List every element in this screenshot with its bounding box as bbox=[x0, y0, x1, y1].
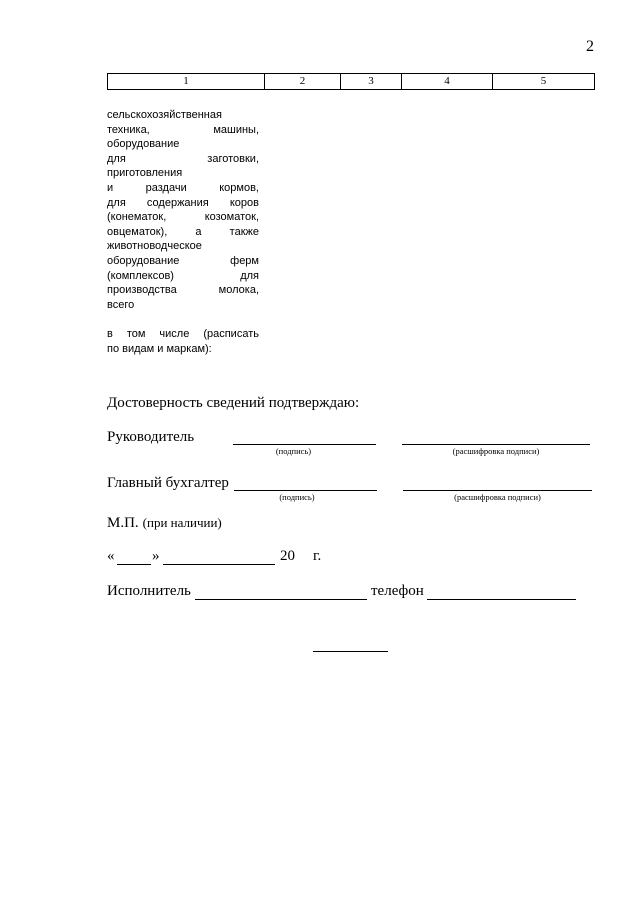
chief-accountant-label: Главный бухгалтер bbox=[107, 475, 229, 491]
date-day-line[interactable] bbox=[117, 564, 151, 565]
date-open-quote: « bbox=[107, 548, 115, 564]
desc-line: овцематок), а также bbox=[107, 225, 259, 238]
signature-caption: (подпись) bbox=[275, 446, 312, 456]
phone-line[interactable] bbox=[427, 599, 576, 600]
subtotal-line: в том числе (расписать bbox=[107, 328, 259, 341]
desc-line: для содержания коров bbox=[107, 196, 259, 209]
row-description bbox=[107, 108, 259, 357]
head-signature-line[interactable] bbox=[233, 444, 376, 445]
date-close-quote: » bbox=[152, 548, 160, 564]
col-header-4: 4 bbox=[402, 74, 493, 90]
phone-label: телефон bbox=[371, 583, 424, 599]
page-number: 2 bbox=[586, 38, 594, 55]
col-header-2: 2 bbox=[265, 74, 341, 90]
date-month-line[interactable] bbox=[163, 564, 275, 565]
desc-line: оборудование ферм bbox=[107, 254, 259, 267]
executor-line[interactable] bbox=[195, 599, 367, 600]
desc-line: для заготовки, bbox=[107, 152, 259, 165]
executor-label: Исполнитель bbox=[107, 583, 191, 599]
desc-line: (конематок, козоматок, bbox=[107, 211, 259, 224]
col-header-1: 1 bbox=[108, 74, 265, 90]
desc-line: приготовления bbox=[107, 167, 183, 180]
desc-line: производства молока, bbox=[107, 284, 259, 297]
date-year-suffix: г. bbox=[313, 548, 322, 564]
desc-line: оборудование bbox=[107, 138, 180, 151]
seal-label: М.П. bbox=[107, 515, 139, 531]
head-label: Руководитель bbox=[107, 429, 195, 445]
end-separator-line bbox=[313, 651, 388, 652]
head-decoding-line[interactable] bbox=[402, 444, 590, 445]
seal-note: (при наличии) bbox=[142, 515, 222, 530]
desc-line: сельскохозяйственная bbox=[107, 109, 222, 121]
table-header bbox=[107, 73, 595, 90]
confirmation-text: Достоверность сведений подтверждаю: bbox=[107, 395, 360, 411]
col-header-5: 5 bbox=[493, 74, 595, 90]
col-header-3: 3 bbox=[341, 74, 402, 90]
decoding-caption: (расшифровка подписи) bbox=[452, 446, 540, 456]
desc-line: животноводческое bbox=[107, 240, 202, 253]
desc-line: и раздачи кормов, bbox=[107, 181, 259, 194]
decoding-caption: (расшифровка подписи) bbox=[454, 492, 541, 502]
date-year-prefix: 20 bbox=[280, 548, 295, 564]
signature-caption: (подпись) bbox=[279, 492, 315, 502]
accountant-signature-line[interactable] bbox=[234, 490, 377, 491]
subtotal-line: по видам и маркам): bbox=[107, 342, 212, 355]
desc-line: всего bbox=[107, 298, 135, 311]
accountant-decoding-line[interactable] bbox=[403, 490, 592, 491]
desc-line: (комплексов) для bbox=[107, 269, 259, 282]
seal-block bbox=[107, 514, 222, 532]
desc-line: техника, машины, bbox=[107, 123, 259, 136]
